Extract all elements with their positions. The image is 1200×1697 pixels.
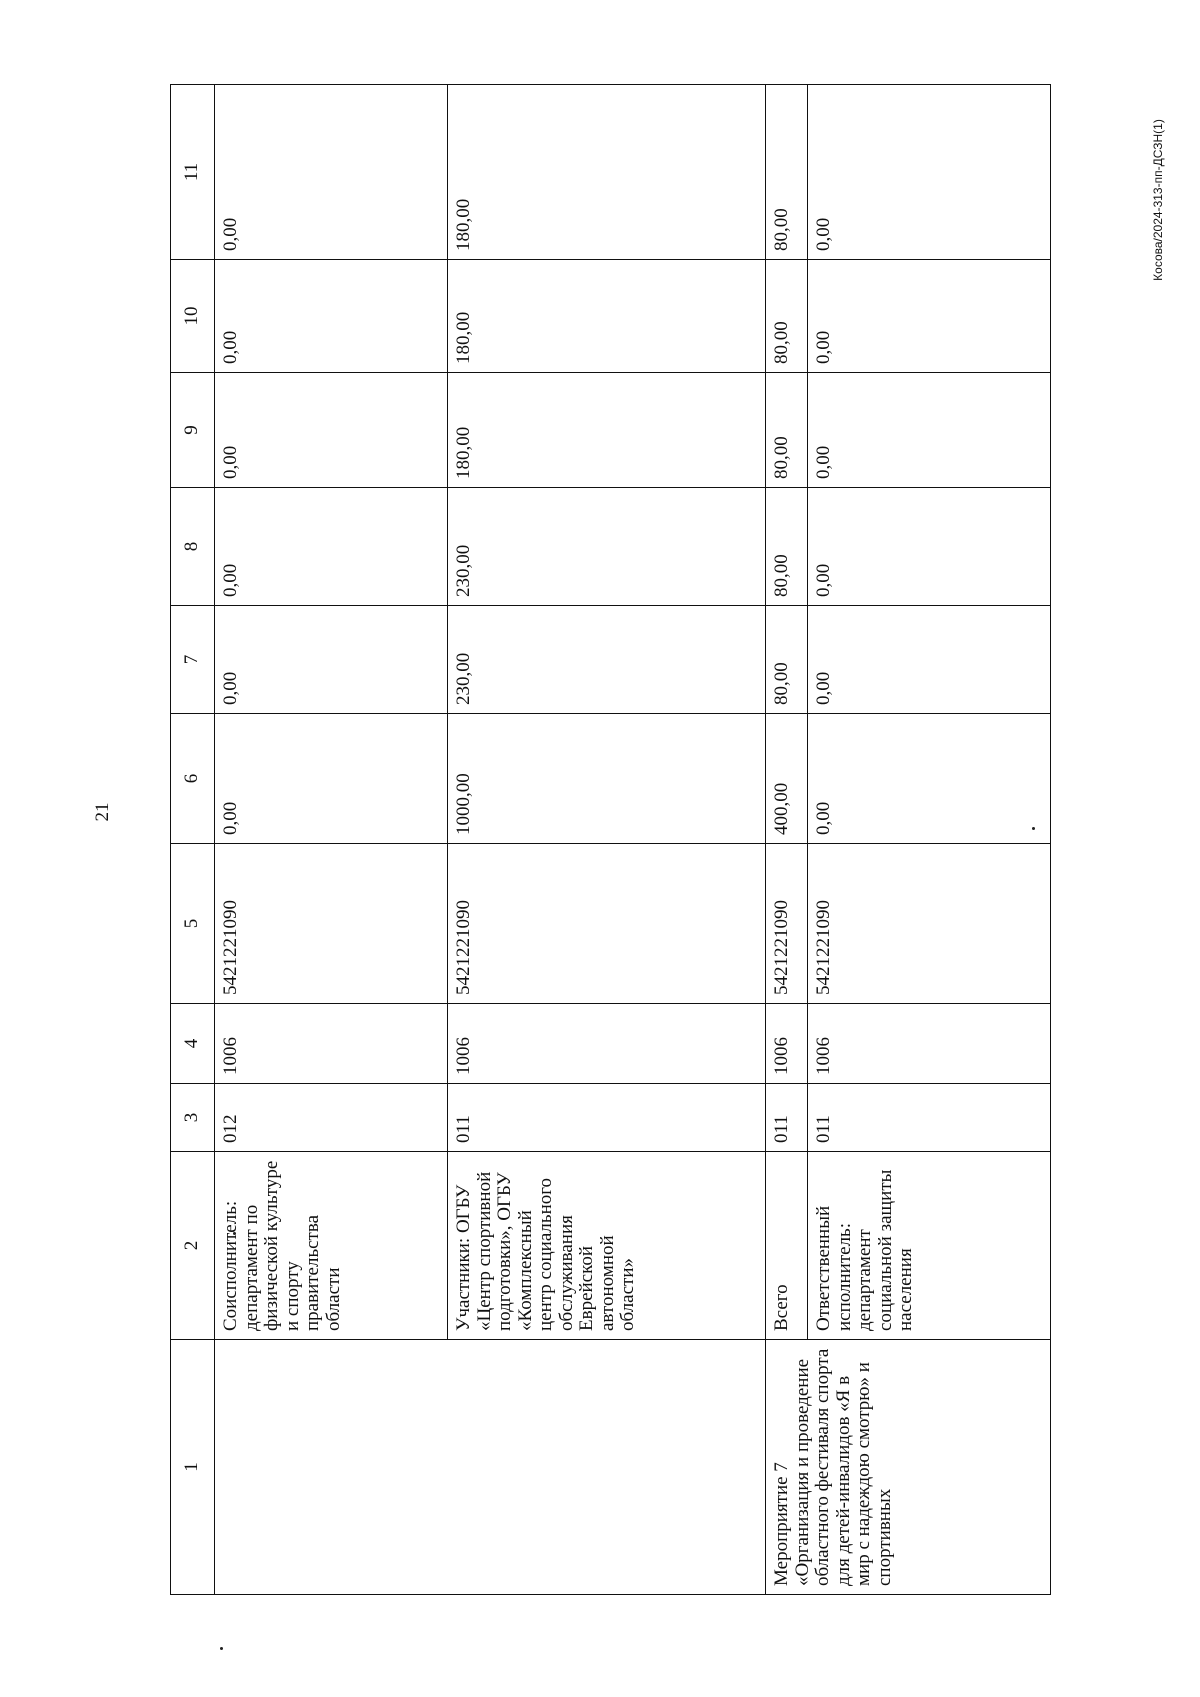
document-code: Косова/2024-313-пп-ДСЗН(1) (1151, 119, 1165, 281)
value-cell: 0,00 (808, 373, 1051, 488)
table-header-row (171, 85, 215, 1595)
column-header: 5 (171, 844, 215, 1004)
value-cell: 0,00 (808, 714, 1051, 844)
code-cell: 5421221090 (808, 844, 1051, 1004)
page-number: 21 (92, 802, 113, 822)
value-cell: 80,00 (766, 606, 808, 714)
executor-cell: Соисполнитель: департамент по физической культуре и спорту правительства области (215, 1152, 448, 1340)
value-cell: 0,00 (808, 85, 1051, 260)
column-header: 9 (171, 373, 215, 488)
column-header: 3 (171, 1084, 215, 1152)
column-header: 1 (171, 1340, 215, 1595)
value-cell: 230,00 (448, 606, 766, 714)
value-cell: 80,00 (766, 260, 808, 373)
value-cell: 0,00 (215, 606, 448, 714)
column-header: 8 (171, 488, 215, 606)
value-cell: 80,00 (766, 488, 808, 606)
code-cell: 1006 (215, 1004, 448, 1084)
code-cell: 012 (215, 1084, 448, 1152)
value-cell: 180,00 (448, 85, 766, 260)
value-cell: 230,00 (448, 488, 766, 606)
column-header: 10 (171, 260, 215, 373)
column-header: 4 (171, 1004, 215, 1084)
code-cell: 1006 (808, 1004, 1051, 1084)
value-cell: 80,00 (766, 373, 808, 488)
column-header: 6 (171, 714, 215, 844)
table-row (766, 85, 808, 1595)
executor-cell: Ответственный исполнитель: департамент социальной защиты населения (808, 1152, 1051, 1340)
executor-cell: Всего (766, 1152, 808, 1340)
activity-cell (215, 1340, 766, 1595)
activity-cell: Мероприятие 7 «Организация и проведение областного фестиваля спорта для детей-инвалидов «Я в мир с надеждою смотрю» и спортивных (766, 1340, 1051, 1595)
code-cell: 011 (808, 1084, 1051, 1152)
value-cell: 0,00 (808, 606, 1051, 714)
column-header: 2 (171, 1152, 215, 1340)
value-cell: 80,00 (766, 85, 808, 260)
code-cell: 1006 (448, 1004, 766, 1084)
value-cell: 0,00 (215, 488, 448, 606)
code-cell: 5421221090 (766, 844, 808, 1004)
column-header: 11 (171, 85, 215, 260)
value-cell: 1000,00 (448, 714, 766, 844)
budget-table (170, 84, 1051, 1595)
rotated-table-frame (170, 85, 1200, 1586)
code-cell: 011 (766, 1084, 808, 1152)
value-cell: 400,00 (766, 714, 808, 844)
value-cell: 0,00 (215, 373, 448, 488)
executor-cell: Участники: ОГБУ «Центр спортивной подготовки», ОГБУ «Комплексный центр социального обслуживания Еврейской автономной области» (448, 1152, 766, 1340)
code-cell: 011 (448, 1084, 766, 1152)
value-cell: 180,00 (448, 260, 766, 373)
value-cell: 0,00 (215, 260, 448, 373)
value-cell: 180,00 (448, 373, 766, 488)
value-cell: 0,00 (808, 260, 1051, 373)
value-cell: 0,00 (215, 714, 448, 844)
value-cell: 0,00 (808, 488, 1051, 606)
code-cell: 5421221090 (215, 844, 448, 1004)
column-header: 7 (171, 606, 215, 714)
code-cell: 1006 (766, 1004, 808, 1084)
table-row (215, 85, 448, 1595)
scan-speck (220, 1647, 223, 1650)
code-cell: 5421221090 (448, 844, 766, 1004)
value-cell: 0,00 (215, 85, 448, 260)
